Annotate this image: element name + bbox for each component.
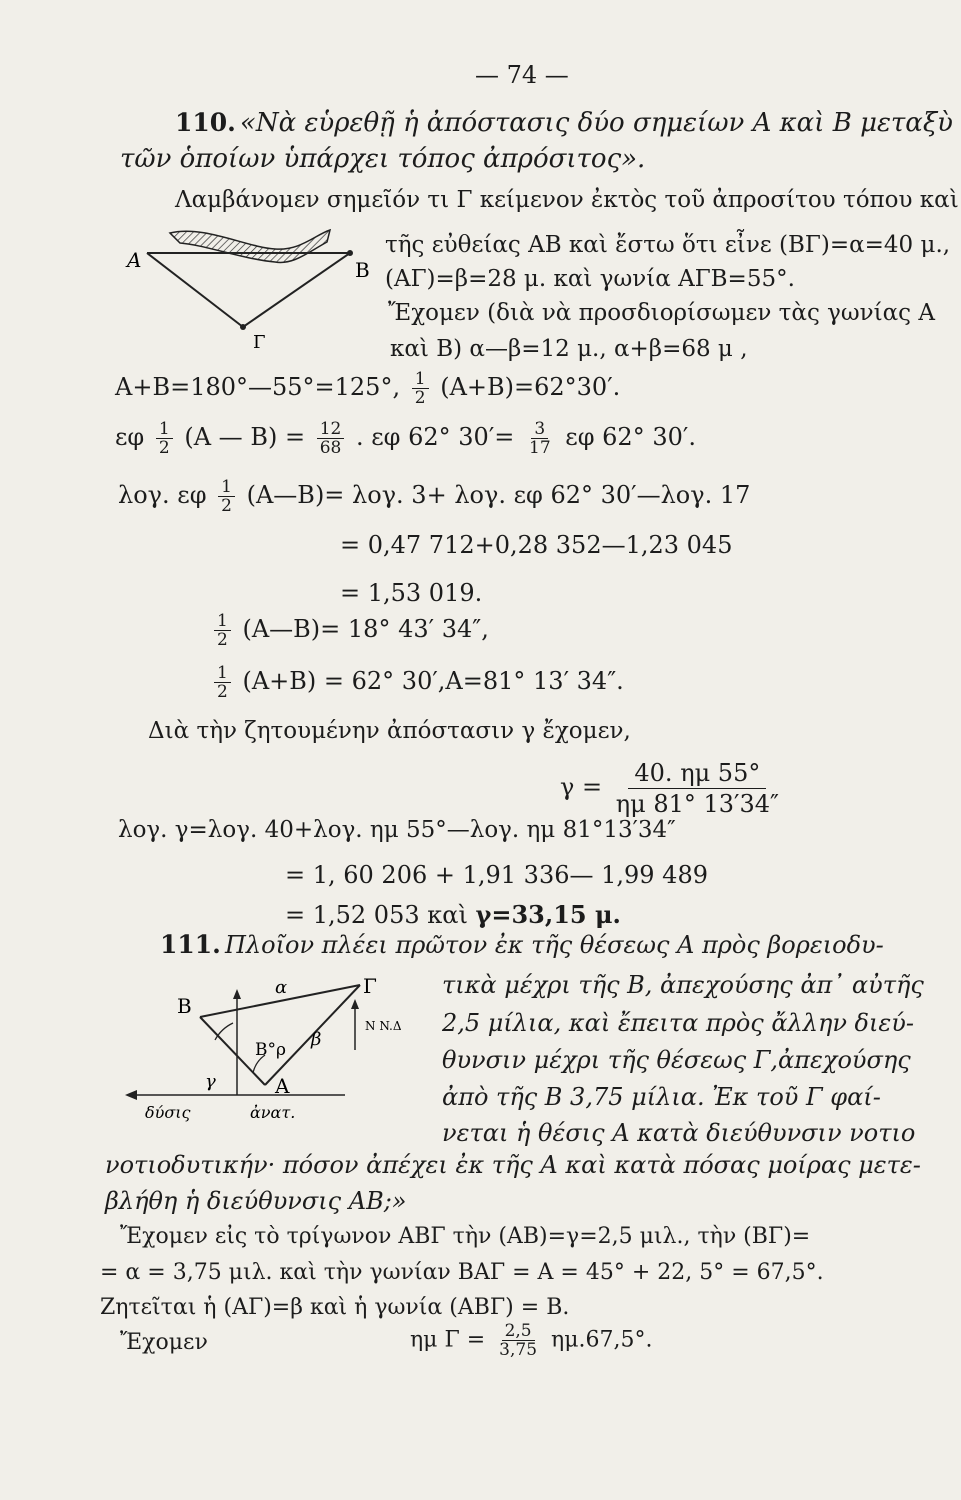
figure-110-label-B: B — [355, 258, 370, 282]
figure-111-label-alpha: α — [275, 977, 288, 998]
figure-111-label-G: Γ — [363, 975, 377, 998]
problem-110-title-line1: «Νὰ εὑρεθῇ ἡ ἀπόστασις δύο σημείων Α καὶ Β μεταξὺ — [240, 108, 953, 138]
sin-G-formula: ημ Γ = $\frac{2,5}{3,75}$ ημ.67,5°. — [410, 1321, 653, 1360]
problem-111-text-line12: Ἔχομεν — [120, 1330, 208, 1355]
problem-111-text-line5: ἀπὸ τῆς Β 3,75 μίλια. Ἐκ τοῦ Γ φαί- — [442, 1083, 881, 1111]
problem-110-title-line2: τῶν ὁποίων ὑπάρχει τόπος ἀπρόσιτος». — [120, 144, 646, 174]
page-number: — 74 — — [475, 61, 569, 89]
problem-111-text-line6: νεται ἡ θέσις Α κατὰ διεύθυνσιν νοτιο — [442, 1119, 916, 1147]
eq-line-7: $\frac{1}{2}$ (Α+Β) = 62° 30′,Α=81° 13′ 34″. — [210, 664, 624, 701]
problem-110-text-line5: καὶ Β) α—β=12 μ., α+β=68 μ , — [390, 336, 748, 362]
eq-line-10: = 1, 60 206 + 1,91 336— 1,99 489 — [285, 861, 708, 889]
figure-111-label-Bangle: B°ρ — [255, 1040, 286, 1060]
figure-111-label-gamma: γ — [205, 1071, 216, 1092]
figure-110 — [125, 215, 380, 350]
figure-111-label-B: B — [177, 994, 192, 1018]
eq-line-8: Διὰ τὴν ζητουμένην ἀπόστασιν γ ἔχομεν, — [148, 718, 631, 744]
problem-111-text-line7: νοτιοδυτικήν· πόσον ἀπέχει ἐκ τῆς Α καὶ κατὰ πόσας μοίρας μετε- — [105, 1151, 921, 1179]
eq-line-5: = 1,53 019. — [340, 579, 483, 607]
figure-110-label-G: Γ — [253, 332, 266, 350]
problem-110-text-line1: Λαμβάνομεν σημεῖόν τι Γ κείμενον ἐκτὸς τοῦ ἀπροσίτου τόπου καὶ — [175, 187, 959, 213]
problem-110-text-line4: Ἔχομεν (διὰ νὰ προσδιορίσωμεν τὰς γωνίας Α — [388, 300, 935, 326]
eq-line-9: λογ. γ=λογ. 40+λογ. ημ 55°—λογ. ημ 81°13′34″ — [118, 817, 676, 843]
figure-111-label-east: ἀνατ. — [250, 1103, 296, 1122]
eq-line-1: Α+Β=180°—55°=125°, $\frac{1}{2}$ (Α+Β)=62°30′. — [115, 369, 621, 408]
eq-line-3: λογ. εφ $\frac{1}{2}$ (Α—Β)= λογ. 3+ λογ. εφ 62° 30′—λογ. 17 — [118, 477, 751, 516]
problem-111-text-line3: 2,5 μίλια, καὶ ἔπειτα πρὸς ἄλλην διεύ- — [442, 1009, 914, 1037]
inaccessible-region — [170, 230, 330, 262]
problem-111-text-line2: τικὰ μέχρι τῆς Β, ἀπεχούσης ἀπ᾽ αὐτῆς — [442, 971, 924, 999]
figure-111 — [115, 975, 435, 1125]
problem-111-number: 111. — [160, 930, 221, 959]
line-BG — [243, 253, 350, 327]
problem-110-text-line2: τῆς εὐθείας ΑΒ καὶ ἔστω ὅτι εἶνε (ΒΓ)=α=40 μ., — [385, 232, 951, 258]
problem-110-number: 110. — [175, 108, 236, 137]
problem-111-text-line9: Ἔχομεν εἰς τὸ τρίγωνον ΑΒΓ τὴν (ΑΒ)=γ=2,5 μιλ., τὴν (ΒΓ)= — [120, 1224, 811, 1249]
figure-111-label-west: δύσις — [145, 1103, 191, 1122]
eq-line-6: $\frac{1}{2}$ (Α—Β)= 18° 43′ 34″, — [210, 612, 489, 649]
eq-line-2: εφ $\frac{1}{2}$ (Α — Β) = $\frac{12}{68}$ . εφ 62° 30′= $\frac{3}{17}$ εφ 62° 30′. — [115, 419, 696, 458]
eq-line-4: = 0,47 712+0,28 352—1,23 045 — [340, 531, 733, 559]
problem-111-text-line11: Ζητεῖται ἡ (ΑΓ)=β καὶ ἡ γωνία (ΑΒΓ) = Β. — [100, 1295, 570, 1320]
problem-110-text-line3: (ΑΓ)=β=28 μ. καὶ γωνία ΑΓΒ=55°. — [385, 266, 795, 292]
figure-111-label-A: A — [275, 1074, 290, 1098]
figure-110-label-A: A — [127, 248, 142, 272]
problem-111-text-line4: θυνσιν μέχρι τῆς θέσεως Γ,ἀπεχούσης — [442, 1046, 911, 1074]
problem-111-text-line1: Πλοῖον πλέει πρῶτον ἐκ τῆς θέσεως Α πρὸς βορειοδυ- — [225, 931, 884, 959]
line-AG — [147, 253, 243, 327]
figure-111-label-beta: β — [311, 1029, 322, 1050]
problem-111-text-line8: βλήθη ἡ διεύθυνσις ΑΒ;» — [105, 1187, 407, 1215]
problem-111-text-line10: = α = 3,75 μιλ. καὶ τὴν γωνίαν ΒΑΓ = Α = 45° + 22, 5° = 67,5°. — [100, 1260, 824, 1285]
figure-111-label-north: N N.Δ — [365, 1019, 402, 1033]
gamma-formula: γ = $\frac{40. \eta\mu 55^\circ}{\eta\mu 81^\circ 13'34''}$ — [560, 759, 779, 818]
eq-line-11: = 1,52 053 καὶ γ=33,15 μ. — [285, 900, 621, 929]
